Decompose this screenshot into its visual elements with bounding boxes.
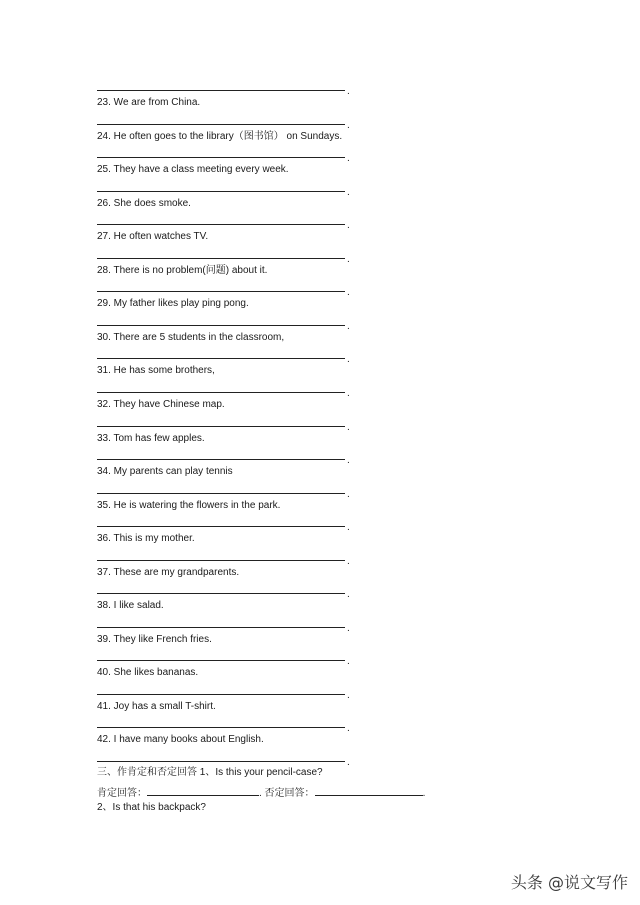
question-item: 30. There are 5 students in the classroom, — [97, 332, 285, 343]
question-item: 36. This is my mother. — [97, 533, 195, 544]
answer-line-dot: . — [347, 489, 350, 500]
answer-line[interactable] — [97, 191, 345, 192]
answer-line[interactable] — [97, 560, 345, 561]
watermark: 头条 @说文写作 — [510, 873, 628, 892]
answer-line[interactable] — [97, 660, 345, 661]
section-3-question-2: 2、Is that his backpack? — [97, 802, 206, 813]
question-item: 39. They like French fries. — [97, 634, 212, 645]
question-item: 27. He often watches TV. — [97, 231, 209, 242]
question-item: 29. My father likes play ping pong. — [97, 298, 249, 309]
answer-line[interactable] — [97, 727, 345, 728]
answer-line[interactable] — [97, 761, 345, 762]
question-item: 24. He often goes to the library（图书馆） on Sundays. — [97, 131, 343, 142]
question-item: 28. There is no problem(问题) about it. — [97, 265, 268, 276]
answer-line[interactable] — [97, 392, 345, 393]
answer-line-dot: . — [347, 287, 350, 298]
answer-line-dot: . — [347, 757, 350, 768]
answer-line-dot: . — [347, 220, 350, 231]
answer-line-dot: . — [347, 723, 350, 734]
answer-line-dot: . — [347, 656, 350, 667]
negative-answer-blank[interactable] — [315, 785, 423, 796]
question-item: 42. I have many books about English. — [97, 734, 264, 745]
question-item: 40. She likes bananas. — [97, 667, 199, 678]
question-item: 37. These are my grandparents. — [97, 567, 240, 578]
answer-line[interactable] — [97, 459, 345, 460]
row-end-dot: . — [422, 788, 426, 799]
question-item: 33. Tom has few apples. — [97, 433, 205, 444]
question-item: 34. My parents can play tennis — [97, 466, 233, 477]
question-item: 23. We are from China. — [97, 97, 201, 108]
answer-line-dot: . — [347, 254, 350, 265]
answer-line-dot: . — [347, 153, 350, 164]
answer-line[interactable] — [97, 90, 345, 91]
answer-line[interactable] — [97, 224, 345, 225]
question-item: 25. They have a class meeting every week. — [97, 164, 289, 175]
answer-line[interactable] — [97, 526, 345, 527]
affirmative-answer-blank[interactable] — [147, 785, 259, 796]
answer-line[interactable] — [97, 593, 345, 594]
answer-line-dot: . — [347, 455, 350, 466]
answer-line[interactable] — [97, 157, 345, 158]
answer-line[interactable] — [97, 426, 345, 427]
answer-line-dot: . — [347, 321, 350, 332]
question-item: 26. She does smoke. — [97, 198, 191, 209]
answer-line-dot: . — [347, 690, 350, 701]
answer-line[interactable] — [97, 325, 345, 326]
answer-line[interactable] — [97, 358, 345, 359]
question-item: 31. He has some brothers, — [97, 365, 215, 376]
question-item: 32. They have Chinese map. — [97, 399, 225, 410]
answer-line-dot: . — [347, 120, 350, 131]
answer-line-dot: . — [347, 556, 350, 567]
answer-line[interactable] — [97, 627, 345, 628]
answer-line[interactable] — [97, 258, 345, 259]
answer-line-dot: . — [347, 354, 350, 365]
section-3-answer-row — [97, 785, 425, 800]
question-item: 35. He is watering the flowers in the park. — [97, 500, 281, 511]
question-item: 41. Joy has a small T-shirt. — [97, 701, 216, 712]
section-3-heading: 三、作肯定和否定回答 1、Is this your pencil-case? — [97, 767, 323, 778]
answer-line-dot: . — [347, 422, 350, 433]
answer-line[interactable] — [97, 291, 345, 292]
answer-line-dot: . — [347, 187, 350, 198]
answer-line-dot: . — [347, 86, 350, 97]
answer-line-dot: . — [347, 388, 350, 399]
negative-label: . 否定回答： — [259, 788, 315, 799]
answer-line-dot: . — [347, 623, 350, 634]
answer-line-dot: . — [347, 522, 350, 533]
answer-line[interactable] — [97, 694, 345, 695]
answer-line[interactable] — [97, 124, 345, 125]
answer-line[interactable] — [97, 493, 345, 494]
answer-line-dot: . — [347, 589, 350, 600]
affirmative-label: 肯定回答： — [97, 788, 147, 799]
question-item: 38. I like salad. — [97, 600, 164, 611]
